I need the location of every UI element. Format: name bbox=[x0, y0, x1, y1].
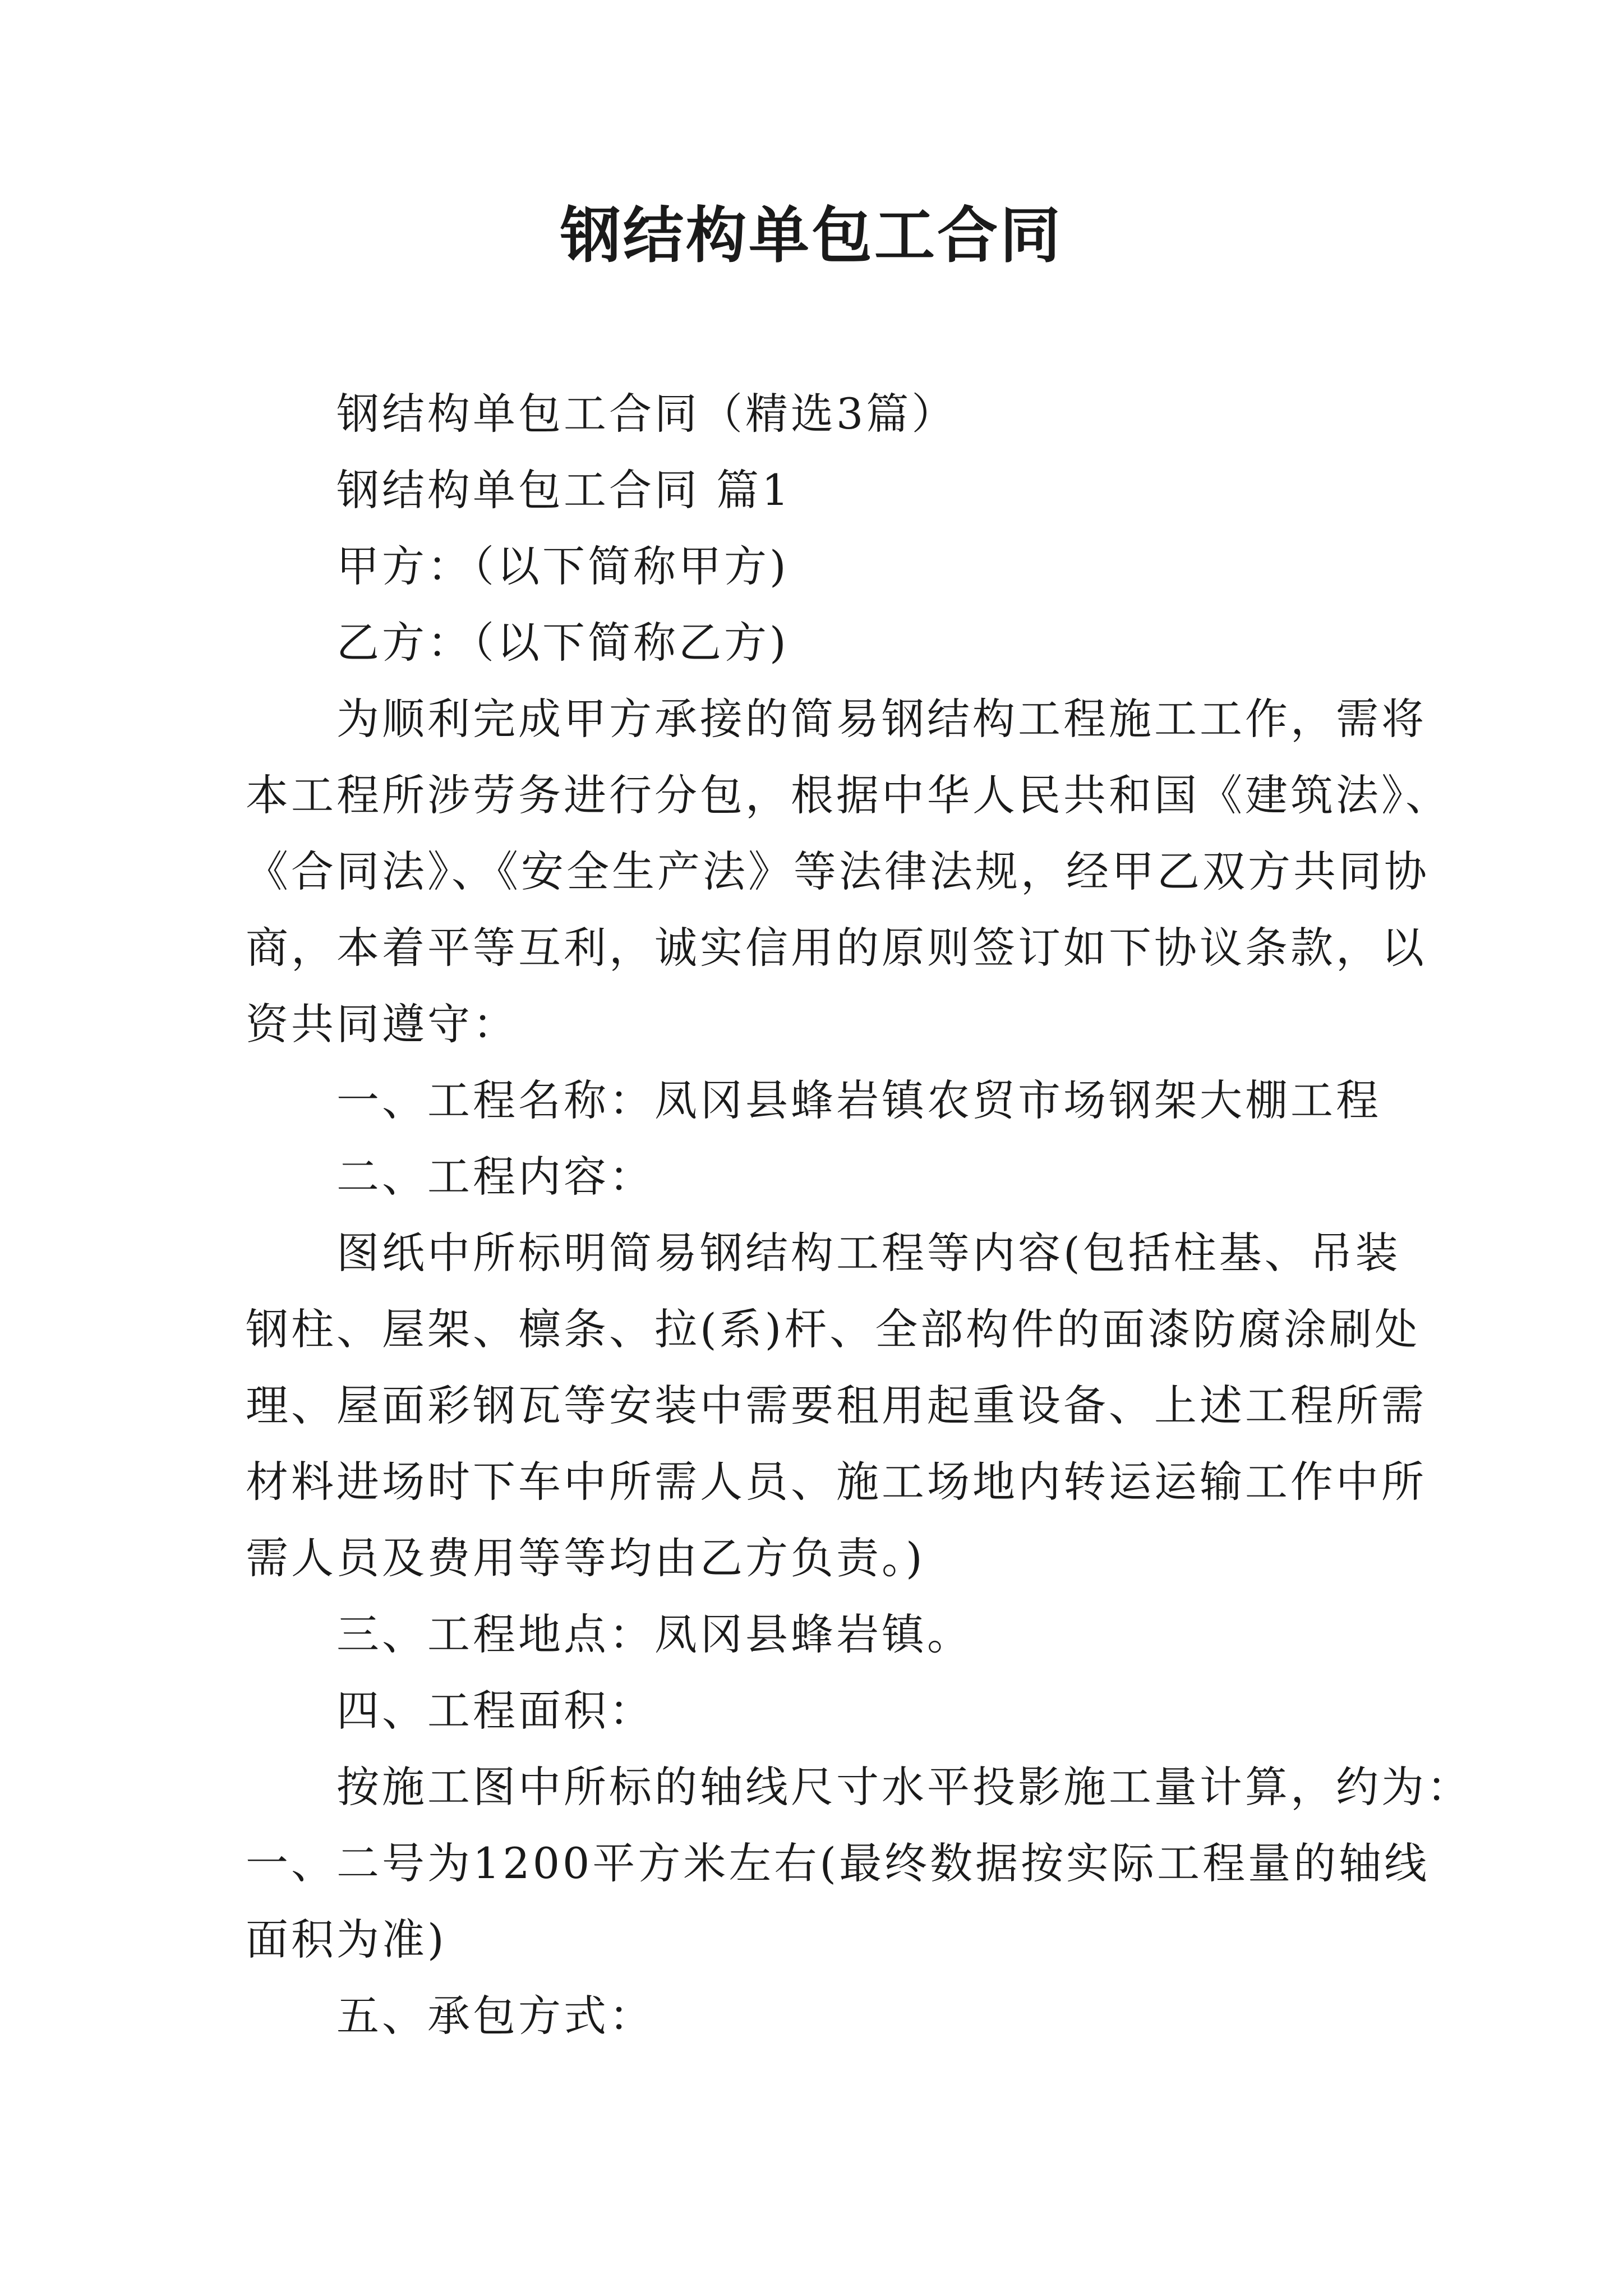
content-line: 材料进场时下车中所需人员、施工场地内转运运输工作中所 bbox=[246, 1457, 1427, 1507]
subtitle-line: 钢结构单包工合同（精选3篇） bbox=[336, 389, 957, 439]
clause-project-content: 二、工程内容： bbox=[336, 1152, 654, 1202]
content-line: 理、屋面彩钢瓦等安装中需要租用起重设备、上述工程所需 bbox=[246, 1381, 1427, 1430]
area-line: 一、二号为1200平方米左右(最终数据按实际工程量的轴线 bbox=[246, 1838, 1430, 1888]
content-line: 需人员及费用等等均由乙方负责。) bbox=[246, 1533, 925, 1583]
clause-project-area: 四、工程面积： bbox=[336, 1686, 654, 1736]
clause-contract-method: 五、承包方式： bbox=[336, 1991, 654, 2041]
clause-project-name: 一、工程名称：凤冈县蜂岩镇农贸市场钢架大棚工程 bbox=[336, 1075, 1381, 1125]
party-a-line: 甲方：（以下简称甲方) bbox=[336, 541, 789, 591]
clause-project-location: 三、工程地点：凤冈县蜂岩镇。 bbox=[336, 1609, 972, 1659]
preamble-line: 《合同法》、《安全生产法》等法律法规，经甲乙双方共同协 bbox=[246, 846, 1430, 896]
preamble-line: 为顺利完成甲方承接的简易钢结构工程施工工作，需将 bbox=[336, 694, 1427, 744]
document-body bbox=[246, 376, 1472, 2054]
content-line: 图纸中所标明简易钢结构工程等内容(包括柱基、吊装 bbox=[336, 1228, 1401, 1278]
content-line: 钢柱、屋架、檩条、拉(系)杆、全部构件的面漆防腐涂刷处 bbox=[246, 1304, 1421, 1354]
party-b-line: 乙方：（以下简称乙方) bbox=[336, 618, 789, 668]
area-line: 按施工图中所标的轴线尺寸水平投影施工量计算，约为： bbox=[336, 1762, 1472, 1812]
preamble-line: 本工程所涉劳务进行分包，根据中华人民共和国《建筑法》、 bbox=[246, 770, 1451, 820]
area-line: 面积为准) bbox=[246, 1915, 447, 1964]
preamble-line: 商，本着平等互利，诚实信用的原则签订如下协议条款，以 bbox=[246, 923, 1427, 973]
section-heading: 钢结构单包工合同 篇1 bbox=[336, 465, 792, 515]
preamble-line: 资共同遵守： bbox=[246, 999, 518, 1049]
document-title: 钢结构单包工合同 bbox=[560, 200, 1063, 271]
